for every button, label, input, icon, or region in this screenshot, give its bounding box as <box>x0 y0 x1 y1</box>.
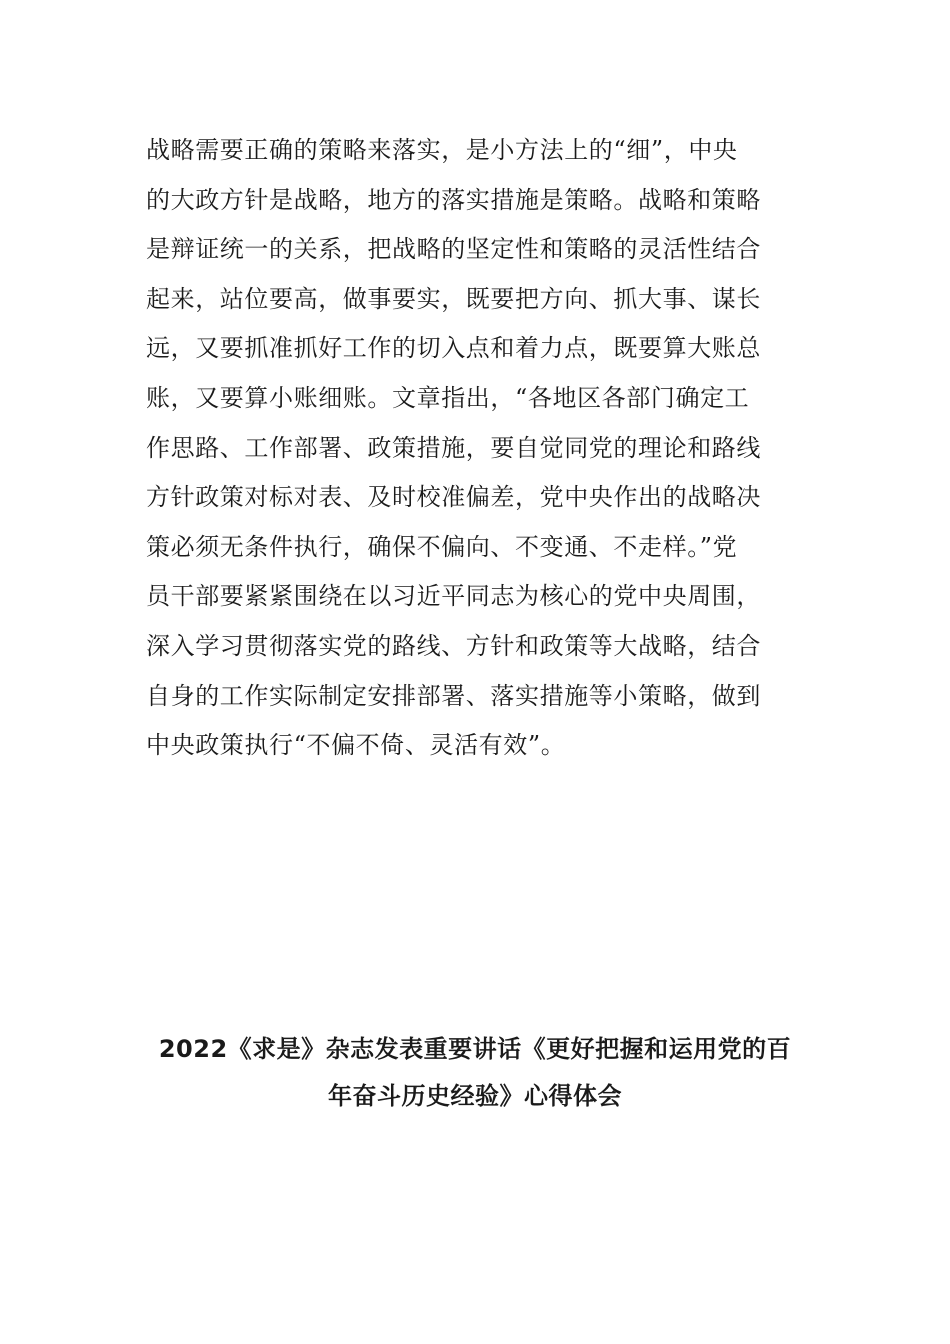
body-paragraph <box>146 126 786 771</box>
paragraph-line: 起来，站位要高，做事要实，既要把方向、抓大事、谋长 <box>146 284 761 313</box>
paragraph-line: 的大政方针是战略，地方的落实措施是策略。战略和策略 <box>146 185 761 214</box>
paragraph-line: 远，又要抓准抓好工作的切入点和着力点，既要算大账总 <box>146 334 761 363</box>
article-heading <box>100 1026 850 1120</box>
paragraph-line: 战略需要正确的策略来落实，是小方法上的“细”，中央 <box>146 136 738 164</box>
heading-line: 2022《求是》杂志发表重要讲话《更好把握和运用党的百 <box>158 1035 792 1063</box>
paragraph-line: 是辩证统一的关系，把战略的坚定性和策略的灵活性结合 <box>146 235 761 264</box>
paragraph-line: 深入学习贯彻落实党的路线、方针和政策等大战略，结合 <box>146 631 761 660</box>
heading-line: 年奋斗历史经验》心得体会 <box>328 1082 622 1110</box>
paragraph-line: 自身的工作实际制定安排部署、落实措施等小策略，做到 <box>146 681 761 710</box>
paragraph-line: 方针政策对标对表、及时校准偏差，党中央作出的战略决 <box>146 483 761 512</box>
paragraph-line: 策必须无条件执行，确保不偏向、不变通、不走样。”党 <box>146 532 738 561</box>
paragraph-line: 作思路、工作部署、政策措施，要自觉同党的理论和路线 <box>146 433 761 462</box>
paragraph-line: 员干部要紧紧围绕在以习近平同志为核心的党中央周围， <box>146 582 761 611</box>
paragraph-line: 中央政策执行“不偏不倚、灵活有效”。 <box>146 731 566 760</box>
paragraph-line: 账，又要算小账细账。文章指出，“各地区各部门确定工 <box>146 383 750 412</box>
